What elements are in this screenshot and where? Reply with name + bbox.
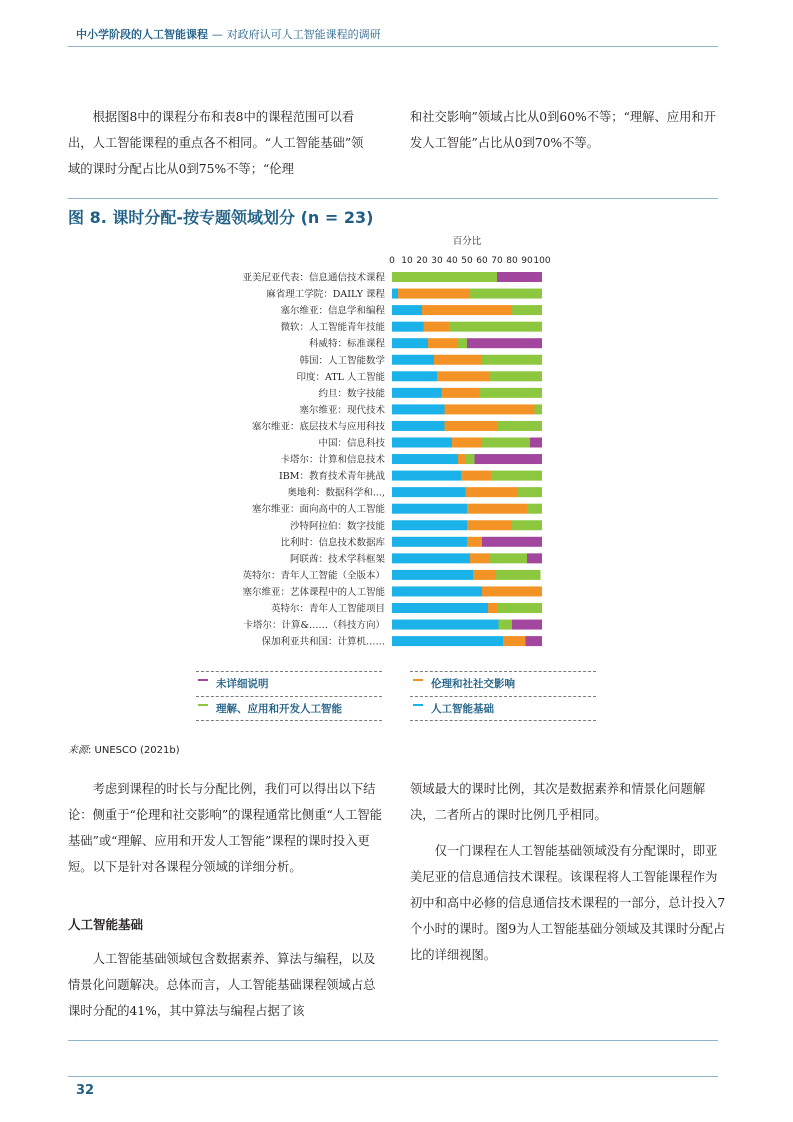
bar-segment-ethics xyxy=(424,322,450,332)
legend-item-ethics xyxy=(413,676,515,691)
bar-segment-understanding xyxy=(466,454,475,464)
intro-left-column: 根据图8中的课程分布和表8中的课程范围可以看出，人工智能课程的重点各不相同。“人工智能基础”领域的课时分配占比从0到75%不等；“伦理 xyxy=(68,110,364,176)
category-label: 卡塔尔：计算和信息技术 xyxy=(280,454,385,466)
x-tick-label: 50 xyxy=(461,256,473,266)
bar-segment-unspecified xyxy=(475,454,543,464)
legend-divider xyxy=(196,671,382,672)
bar-segment-understanding xyxy=(449,322,542,332)
category-label: 英特尔：青年人工智能项目 xyxy=(270,603,385,615)
bar-segment-unspecified xyxy=(497,272,542,282)
bar-segment-ethics xyxy=(445,404,535,414)
x-tick-label: 40 xyxy=(446,256,458,266)
bar-segment-ai-foundations xyxy=(392,404,445,414)
bar-segment-unspecified xyxy=(526,636,543,646)
running-header-subtitle: 对政府认可人工智能课程的调研 xyxy=(226,28,381,41)
bar-segment-ethics xyxy=(488,603,497,613)
bar-segment-ai-foundations xyxy=(392,537,467,547)
legend-label-unspecified: 未详细说明 xyxy=(216,678,269,690)
bar-segment-ethics xyxy=(503,636,526,646)
legend-label-ethics: 伦理和社社交影响 xyxy=(431,678,515,690)
bar-segment-ai-foundations xyxy=(392,322,424,332)
bar-segment-ethics xyxy=(482,586,542,596)
bar-segment-understanding xyxy=(479,388,542,398)
page-number: 32 xyxy=(76,1083,95,1098)
category-label: 阿联酋：技术学科框架 xyxy=(289,553,385,565)
legend-divider xyxy=(410,671,596,672)
bar-segment-ethics xyxy=(473,570,496,580)
legend-divider xyxy=(196,696,382,697)
bar-segment-ethics xyxy=(452,438,482,448)
bar-segment-ai-foundations xyxy=(392,454,458,464)
x-tick-label: 60 xyxy=(476,256,488,266)
figure-title: 图 8. 课时分配-按专题领域划分 (n = 23) xyxy=(68,208,374,227)
legend-item-understanding xyxy=(198,701,342,716)
body-right-paragraph-2: 仅一门课程在人工智能基础领域没有分配课时，即亚美尼亚的信息通信技术课程。该课程将人工智能课程作为初中和高中必修的信息通信技术课程的一部分，总计投入7个小时的课时。图9为人工智能基础分领域及其课时分配占比的详细视图。 xyxy=(410,844,726,962)
bar-segment-ai-foundations xyxy=(392,586,482,596)
category-label: 塞尔维亚：面向高中的人工智能 xyxy=(251,504,385,516)
bar-segment-ai-foundations xyxy=(392,388,442,398)
body-right-paragraph-1: 领域最大的课时比例，其次是数据素养和情景化问题解决，二者所占的课时比例几乎相同。 xyxy=(410,782,706,822)
bar-segment-ai-foundations xyxy=(392,553,470,563)
category-label: 沙特阿拉伯：数字技能 xyxy=(289,520,385,532)
category-label: 科威特：标准课程 xyxy=(308,338,385,350)
category-label: 印度：ATL 人工智能 xyxy=(296,371,385,383)
bar-segment-ai-foundations xyxy=(392,305,422,315)
bar-segment-ethics xyxy=(422,305,512,315)
bar-segment-unspecified xyxy=(482,537,542,547)
category-label: 英特尔：青年人工智能（全版本） xyxy=(242,570,385,582)
category-label: 亚美尼亚代表：信息通信技术课程 xyxy=(242,272,385,284)
section-heading: 人工智能基础 xyxy=(68,917,144,932)
category-label: 微软：人工智能青年技能 xyxy=(280,322,385,334)
bar-segment-ai-foundations xyxy=(392,570,473,580)
x-tick-label: 80 xyxy=(506,256,518,266)
x-tick-label: 30 xyxy=(431,256,443,266)
bar-segment-understanding xyxy=(512,520,542,530)
bars xyxy=(392,272,542,646)
running-header-title: 中小学阶段的人工智能课程 xyxy=(76,28,208,41)
running-header-separator: — xyxy=(211,28,223,41)
bar-segment-unspecified xyxy=(512,620,542,630)
category-label: 比利时：信息技术数据库 xyxy=(280,537,385,549)
bar-segment-ethics xyxy=(398,289,470,299)
bar-segment-understanding xyxy=(518,487,542,497)
category-label: IBM：教育技术青年挑战 xyxy=(279,471,385,483)
x-tick-label: 20 xyxy=(416,256,428,266)
bar-segment-ethics xyxy=(466,487,519,497)
bar-segment-unspecified xyxy=(527,553,542,563)
source-label: 来源 xyxy=(68,745,88,756)
bar-segment-ethics xyxy=(442,388,480,398)
body-bottom-rule xyxy=(68,1040,718,1041)
x-tick-label: 70 xyxy=(491,256,503,266)
bar-segment-understanding xyxy=(499,620,513,630)
bar-segment-understanding xyxy=(490,553,528,563)
bar-segment-ai-foundations xyxy=(392,471,461,481)
bar-segment-ethics xyxy=(467,504,527,514)
category-label: 麻省理工学院：DAILY 课程 xyxy=(266,289,385,301)
bar-segment-ai-foundations xyxy=(392,371,437,381)
bar-segment-unspecified xyxy=(530,438,542,448)
legend-swatch-understanding xyxy=(198,704,208,706)
legend-label-ai-foundations: 人工智能基础 xyxy=(431,703,494,715)
body-left-paragraph-2: 人工智能基础领域包含数据素养、算法与编程，以及情景化问题解决。总体而言，人工智能基础课程领域占总课时分配的41%，其中算法与编程占据了该 xyxy=(68,952,376,1018)
x-tick-label: 90 xyxy=(521,256,533,266)
bar-segment-ai-foundations xyxy=(392,603,488,613)
bar-segment-ai-foundations xyxy=(392,289,398,299)
legend-divider xyxy=(410,696,596,697)
legend-item-ai-foundations xyxy=(413,701,494,716)
bar-segment-ethics xyxy=(461,471,491,481)
bar-segment-understanding xyxy=(482,438,530,448)
bar-segment-understanding xyxy=(482,355,542,365)
legend-label-understanding: 理解、应用和开发人工智能 xyxy=(216,703,342,715)
bar-segment-ethics xyxy=(437,371,490,381)
bar-segment-ai-foundations xyxy=(392,520,467,530)
bar-segment-understanding xyxy=(470,289,542,299)
bar-segment-ethics xyxy=(467,520,512,530)
category-label: 卡塔尔：计算&……（科技方向） xyxy=(243,620,385,632)
bar-segment-understanding xyxy=(497,421,542,431)
bar-segment-understanding xyxy=(490,371,543,381)
bar-segment-understanding xyxy=(392,272,497,282)
legend-swatch-ethics xyxy=(413,679,423,681)
legend-divider xyxy=(196,720,382,721)
bar-segment-ethics xyxy=(470,553,490,563)
bar-segment-ethics xyxy=(434,355,482,365)
category-label: 塞尔维亚：现代技术 xyxy=(299,404,385,416)
bar-segment-ai-foundations xyxy=(392,636,503,646)
category-labels xyxy=(242,272,385,648)
figure-source xyxy=(68,741,180,756)
bar-segment-understanding xyxy=(496,570,541,580)
body-left-paragraph-1: 考虑到课程的时长与分配比例，我们可以得出以下结论：侧重于“伦理和社交影响”的课程通常比侧重“人工智能基础”或“理解、应用和开发人工智能”课程的课时投入更短。以下是针对各课程分领域的详细分析。 xyxy=(68,782,382,874)
bar-segment-understanding xyxy=(527,504,542,514)
bar-segment-understanding xyxy=(535,404,543,414)
bar-segment-ai-foundations xyxy=(392,438,452,448)
category-label: 韩国：人工智能数学 xyxy=(299,355,385,367)
category-label: 塞尔维亚：底层技术与应用科技 xyxy=(251,421,385,433)
x-tick-label: 100 xyxy=(533,256,551,266)
x-tick-label: 0 xyxy=(389,256,395,266)
legend-divider xyxy=(410,720,596,721)
legend-swatch-unspecified xyxy=(198,679,208,681)
bar-segment-ai-foundations xyxy=(392,355,434,365)
bar-segment-understanding xyxy=(491,471,542,481)
bar-segment-ethics xyxy=(445,421,498,431)
legend-swatch-ai-foundations xyxy=(413,704,423,706)
footer-rule xyxy=(68,1076,718,1077)
bar-segment-ai-foundations xyxy=(392,620,499,630)
bar-segment-ai-foundations xyxy=(392,338,428,348)
x-axis-ticks xyxy=(389,256,551,266)
x-tick-label: 10 xyxy=(401,256,413,266)
bar-segment-ai-foundations xyxy=(392,421,445,431)
category-label: 中国：信息科技 xyxy=(318,438,385,449)
intro-right-column: 和社交影响”领域占比从0到60%不等；“理解、应用和开发人工智能”占比从0到70%不等。 xyxy=(410,110,716,150)
category-label: 约旦：数字技能 xyxy=(318,388,385,400)
bar-segment-ethics xyxy=(428,338,458,348)
category-label: 奥地利：数据科学和..., xyxy=(287,487,385,499)
category-label: 塞尔维亚：艺体课程中的人工智能 xyxy=(242,586,385,598)
category-label: 塞尔维亚：信息学和编程 xyxy=(280,305,385,317)
legend-item-unspecified xyxy=(198,676,269,691)
bar-segment-ethics xyxy=(467,537,482,547)
bar-segment-ai-foundations xyxy=(392,487,466,497)
category-label: 保加利亚共和国：计算机…… xyxy=(261,636,385,648)
bar-segment-understanding xyxy=(497,603,542,613)
x-axis-title: 百分比 xyxy=(452,236,482,247)
bar-segment-understanding xyxy=(458,338,467,348)
bar-segment-understanding xyxy=(512,305,542,315)
source-text: : UNESCO (2021b) xyxy=(88,745,180,756)
bar-segment-ai-foundations xyxy=(392,504,467,514)
bar-segment-ethics xyxy=(458,454,466,464)
bar-segment-unspecified xyxy=(467,338,542,348)
